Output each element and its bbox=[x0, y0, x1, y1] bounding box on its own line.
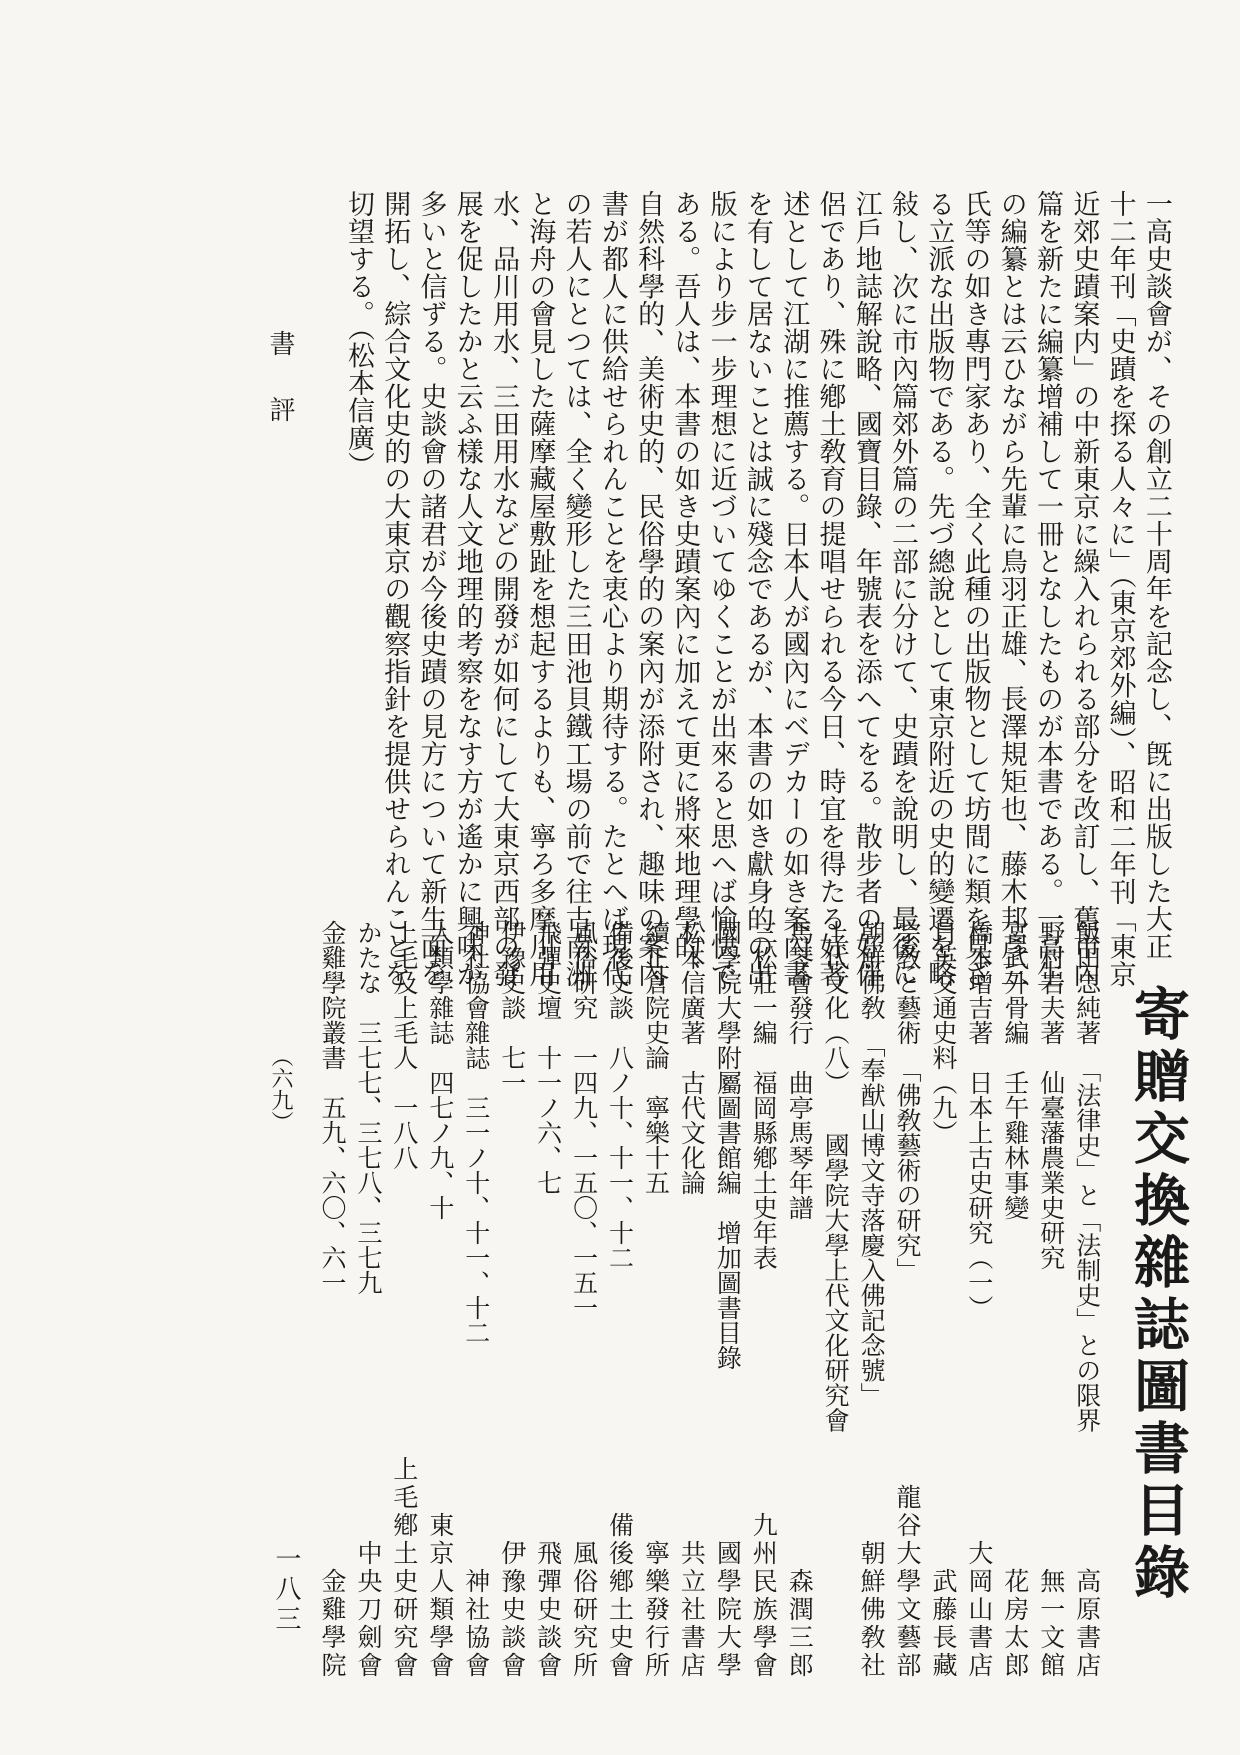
review-line: 展を促したかと云ふ樣な人文地理的考察をなす方が遙かに興味が bbox=[451, 190, 483, 988]
entry-publisher: 風俗研究所 bbox=[569, 1540, 599, 1680]
catalogue-entry bbox=[605, 920, 635, 1680]
entry-item: かたな 三七七、三七八、三七九 bbox=[353, 920, 383, 1295]
review-line: 版により步一步理想に近づいてゆくことが出來ると思へば愉快で bbox=[705, 190, 737, 988]
catalogue-entry bbox=[857, 920, 887, 1680]
review-line: の編纂とは云ひながら先輩に鳥羽正雄、長澤規矩也、藤木邦彥三 bbox=[995, 190, 1027, 988]
entry-item: 三松莊一編 福岡縣鄕土史年表 bbox=[749, 920, 779, 1270]
catalogue-entry bbox=[1000, 920, 1030, 1680]
entry-item: 神社協會雜誌 三一ノ十、十一、十二 bbox=[461, 920, 491, 1345]
page-number-paren: （六九） bbox=[268, 1045, 293, 1133]
review-line: 十二年刊「史蹟を探る人々に」（東京郊外編）、昭和二年刊「東京 bbox=[1104, 190, 1136, 988]
entry-item: 野村岩夫著 仙臺藩農業史研究 bbox=[1036, 920, 1066, 1270]
catalogue-entry bbox=[1036, 920, 1066, 1680]
catalogue-entry bbox=[569, 920, 599, 1680]
review-line: 氏等の如き專門家あり、全く此種の出版物として坊間に類を見ざ bbox=[959, 190, 991, 988]
catalogue-list bbox=[320, 920, 1100, 1680]
entry-publisher: 飛彈史談會 bbox=[533, 1540, 563, 1680]
entry-publisher: 九州民族學會 bbox=[749, 1512, 779, 1680]
review-line: 自然科學的、美術史的、民俗學的の案內が添附され、趣味の案內 bbox=[633, 190, 665, 988]
entry-publisher: 備後鄕土史會 bbox=[605, 1512, 635, 1680]
review-line: 水、品川用水、三田用水などの開發が如何にして大東京西部の發 bbox=[488, 190, 520, 988]
review-line: 近郊史蹟案内」の中新東京に繰入れられる部分を改訂し、舊市內 bbox=[1068, 190, 1100, 988]
entry-item: 宗敎と藝術 「佛敎藝術の研究」 bbox=[893, 920, 922, 1283]
catalogue-entry bbox=[353, 920, 383, 1680]
entry-item: 朝鮮佛敎 「奉猷山博文寺落慶入佛記念號」 bbox=[857, 920, 887, 1408]
catalogue-entry bbox=[821, 920, 851, 1680]
entry-publisher: 花房太郎 bbox=[1000, 1568, 1030, 1680]
review-line: 多いと信ずる。史談會の諸君が今後史蹟の見方について新生面を bbox=[415, 190, 447, 988]
entry-publisher: 寧樂發行所 bbox=[641, 1540, 671, 1680]
entry-item: 飯田忠純著 「法律史」と「法制史」との限界 bbox=[1072, 920, 1102, 1433]
review-line: と海舟の會見した薩摩藏屋敷趾を想起するよりも、寧ろ多摩川用 bbox=[524, 190, 556, 988]
review-line: 敍し、次に市內篇郊外篇の二部に分けて、史蹟を說明し、最後に bbox=[886, 190, 918, 988]
entry-item: 續正倉院史論 寧樂十五 bbox=[641, 920, 671, 1195]
review-line: の若人にとつては、全く變形した三田池貝鐵工場の前で往古南洲 bbox=[560, 190, 592, 988]
entry-item: 飛彈史壇 十一ノ六、七 bbox=[533, 920, 563, 1195]
catalogue-entry bbox=[964, 920, 994, 1680]
entry-publisher: 武藤長藏 bbox=[928, 1568, 958, 1680]
catalogue-entry bbox=[895, 920, 920, 1680]
review-line: 侶であり、殊に鄕土敎育の提唱せられる今日、時宜を得たる好著 bbox=[814, 190, 846, 988]
entry-publisher: 東京人類學會 bbox=[425, 1512, 455, 1680]
review-line: ある。吾人は、本書の如き史蹟案內に加えて更に將來地理學的、 bbox=[669, 190, 701, 988]
entry-publisher: 森潤三郎 bbox=[785, 1568, 815, 1680]
review-line: 切望する。（松本信廣） bbox=[343, 190, 374, 479]
review-line: 開拓し、綜合文化史的の大東京の觀察指針を提供せられんことを bbox=[379, 190, 411, 988]
entry-publisher: 神社協會 bbox=[461, 1568, 491, 1680]
entry-item: 人類學雜誌 四七ノ九、十 bbox=[425, 920, 455, 1220]
entry-publisher: 上毛鄕土史研究會 bbox=[389, 1456, 419, 1680]
entry-item: 日英交通史料（九） bbox=[928, 920, 958, 1145]
review-line: を有して居ないことは誠に殘念であるが、本書の如き獻身的の出 bbox=[741, 190, 773, 988]
entry-item: 宮武外骨編 壬午雞林事變 bbox=[1000, 920, 1030, 1220]
catalogue-entry bbox=[1072, 920, 1102, 1680]
review-line: 篇を新たに編纂增補して一冊となしたものが本書である。一高生 bbox=[1032, 190, 1064, 988]
entry-publisher: 朝鮮佛敎社 bbox=[857, 1540, 887, 1680]
entry-publisher: 高原書店 bbox=[1072, 1568, 1102, 1680]
entry-item: 備後史談 八ノ十、十一、十二 bbox=[605, 920, 635, 1270]
entry-item: 風俗研究 一四九、一五〇、一五一 bbox=[569, 920, 599, 1320]
running-head: 書評 bbox=[265, 330, 295, 462]
review-line: 江戶地誌解說略、國寶目錄、年號表を添へてをる。散步者の好伴 bbox=[850, 190, 882, 988]
book-review bbox=[343, 190, 1172, 988]
entry-publisher: 無一文館 bbox=[1036, 1568, 1066, 1680]
page-number: 一八三 bbox=[271, 1545, 301, 1635]
entry-publisher: 共立社書店 bbox=[677, 1540, 707, 1680]
entry-publisher: 伊豫史談會 bbox=[497, 1540, 527, 1680]
entry-item: 金雞學院叢書 五九、六〇、六一 bbox=[318, 920, 347, 1295]
catalogue-entry bbox=[785, 920, 815, 1680]
review-line: る立派な出版物である。先づ總說として東京附近の史的變遷を略 bbox=[923, 190, 955, 988]
catalogue-entry bbox=[713, 920, 743, 1680]
review-line: 一高史談會が、その創立二十周年を記念し、旣に出版した大正 bbox=[1140, 190, 1172, 960]
catalogue-entry bbox=[928, 920, 958, 1680]
entry-item: 松本信廣著 古代文化論 bbox=[677, 920, 707, 1195]
catalogue-title: 寄贈交換雜誌圖書目錄 bbox=[1125, 985, 1191, 1605]
catalogue-entry bbox=[389, 920, 419, 1680]
entry-item: 馬琴會發行 曲亭馬琴年譜 bbox=[785, 920, 815, 1220]
review-line: 書が都人に供給せられんことを衷心より期待する。たとへば現代 bbox=[596, 190, 628, 988]
catalogue-entry bbox=[749, 920, 779, 1680]
entry-item: 伊豫史談 七一 bbox=[497, 920, 527, 1095]
entry-item: 橋本增吉著 日本上古史研究（一） bbox=[964, 920, 994, 1320]
entry-publisher: 大岡山書店 bbox=[964, 1540, 994, 1680]
catalogue-entry bbox=[533, 920, 563, 1680]
entry-item: 國學院大學附屬圖書館編 增加圖書目錄 bbox=[713, 920, 743, 1370]
catalogue-entry bbox=[461, 920, 491, 1680]
catalogue-entry bbox=[425, 920, 455, 1680]
entry-publisher: 金雞學院 bbox=[318, 1568, 347, 1680]
entry-publisher: 中央刀劍會 bbox=[353, 1540, 383, 1680]
catalogue-entry bbox=[497, 920, 527, 1680]
review-line: 述として江湖に推薦する。日本人が國內にベデカーの如き案內書 bbox=[778, 190, 810, 988]
catalogue-entry bbox=[320, 920, 345, 1680]
entry-publisher: 國學院大學 bbox=[713, 1540, 743, 1680]
entry-item: 上毛及上毛人 一八八 bbox=[389, 920, 419, 1170]
catalogue-entry bbox=[677, 920, 707, 1680]
catalogue-entry bbox=[641, 920, 671, 1680]
entry-item: 上代文化（八） 國學院大學上代文化研究會 bbox=[821, 920, 851, 1433]
entry-publisher: 龍谷大學文藝部 bbox=[893, 1484, 922, 1680]
